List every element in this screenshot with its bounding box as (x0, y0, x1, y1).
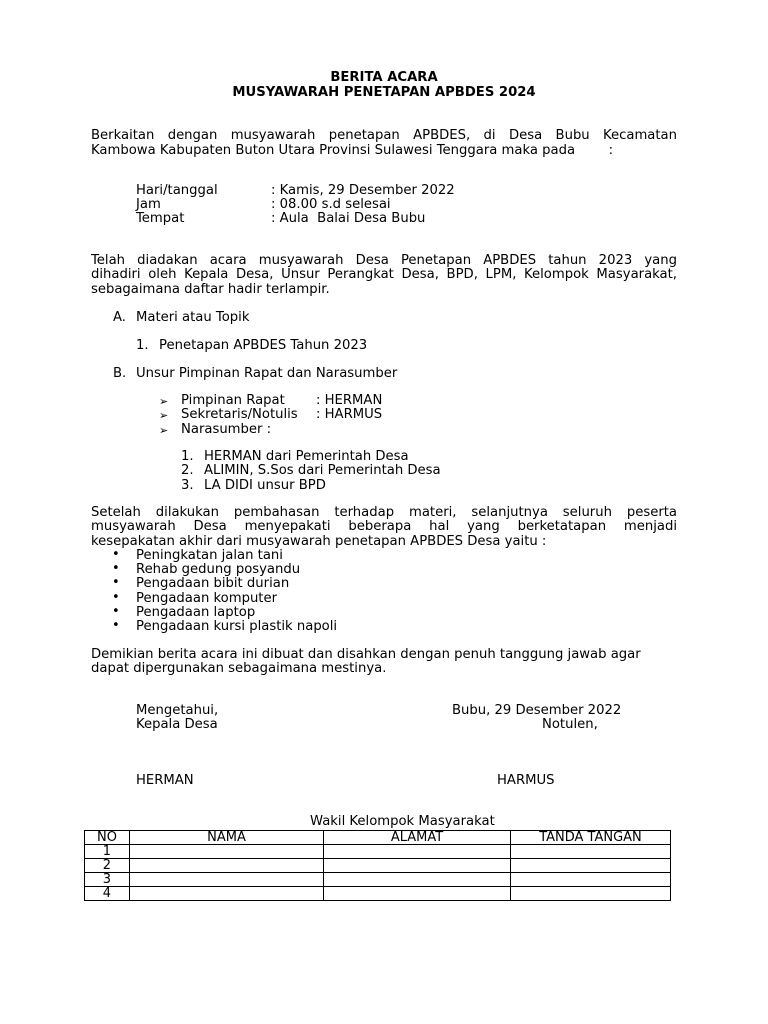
schedule-label-place: Tempat (136, 211, 185, 226)
dot-bullet-icon: • (112, 618, 120, 633)
table-cell-address (324, 873, 511, 887)
intro-line-2: Kambowa Kabupaten Buton Utara Provinsi Sulawesi Tenggara maka pada : (91, 143, 614, 158)
signature-right-role: Notulen, (542, 717, 598, 732)
table-cell-name (130, 859, 324, 873)
table-row (85, 845, 671, 859)
table-cell-no: 3 (85, 873, 130, 887)
role-label-chair: Pimpinan Rapat (181, 393, 285, 408)
section-b-marker: B. (113, 366, 127, 381)
role-value-chair: : HERMAN (316, 393, 383, 408)
section-a-title: Materi atau Topik (136, 310, 250, 325)
document-subtitle: MUSYAWARAH PENETAPAN APBDES 2024 (232, 85, 536, 100)
agreement-item: Pengadaan komputer (136, 591, 278, 606)
table-cell-address (324, 845, 511, 859)
agreement-item: Peningkatan jalan tani (136, 548, 283, 563)
section-a-item-no: 1. (136, 338, 149, 353)
dot-bullet-icon: • (112, 604, 120, 619)
signature-left-label: Mengetahui, (136, 703, 219, 718)
schedule-label-time: Jam (136, 197, 161, 212)
table-caption: Wakil Kelompok Masyarakat (310, 814, 495, 829)
table-header-address: ALAMAT (324, 831, 511, 845)
role-label-secretary: Sekretaris/Notulis (181, 407, 298, 422)
table-row (85, 873, 671, 887)
schedule-value-place: : Aula Balai Desa Bubu (271, 211, 426, 226)
closing-line-2: dapat dipergunakan sebagaimana mestinya. (91, 661, 387, 676)
table-row (85, 859, 671, 873)
speaker-no: 2. (181, 463, 194, 478)
table-cell-signature (511, 859, 671, 873)
paragraph-1-line-1: Telah diadakan acara musyawarah Desa Penetapan APBDES tahun 2023 yang (91, 253, 677, 268)
signature-place-date: Bubu, 29 Desember 2022 (452, 703, 622, 718)
paragraph-1-line-2: dihadiri oleh Kepala Desa, Unsur Perangkat Desa, BPD, LPM, Kelompok Masyarakat, (91, 267, 677, 282)
table-header-name: NAMA (130, 831, 324, 845)
table-row (85, 887, 671, 901)
agreement-item: Pengadaan kursi plastik napoli (136, 619, 338, 634)
table-cell-no: 4 (85, 887, 130, 901)
table-cell-name (130, 845, 324, 859)
dot-bullet-icon: • (112, 590, 120, 605)
speaker-item: HERMAN dari Pemerintah Desa (204, 449, 409, 464)
agreement-item: Rehab gedung posyandu (136, 562, 301, 577)
table-header-no: NO (85, 831, 130, 845)
table-cell-address (324, 859, 511, 873)
table-cell-no: 2 (85, 859, 130, 873)
agreement-item: Pengadaan laptop (136, 605, 256, 620)
table-cell-signature (511, 887, 671, 901)
attendance-table (84, 830, 671, 901)
table-cell-no: 1 (85, 845, 130, 859)
intro-line-1: Berkaitan dengan musyawarah penetapan APBDES, di Desa Bubu Kecamatan (91, 128, 677, 143)
speaker-no: 3. (181, 478, 194, 493)
table-header-signature: TANDA TANGAN (511, 831, 671, 845)
role-value-secretary: : HARMUS (316, 407, 383, 422)
speaker-item: ALIMIN, S.Sos dari Pemerintah Desa (204, 463, 441, 478)
schedule-value-date: : Kamis, 29 Desember 2022 (271, 183, 455, 198)
dot-bullet-icon: • (112, 575, 120, 590)
table-cell-name (130, 887, 324, 901)
paragraph-2-line-1: Setelah dilakukan pembahasan terhadap materi, selanjutnya seluruh peserta (91, 505, 677, 520)
table-header-row (85, 831, 671, 845)
speaker-item: LA DIDI unsur BPD (204, 478, 326, 493)
arrow-bullet-icon: ➢ (159, 409, 169, 422)
signature-left-role: Kepala Desa (136, 717, 218, 732)
speaker-no: 1. (181, 449, 194, 464)
closing-line-1: Demikian berita acara ini dibuat dan disahkan dengan penuh tanggung jawab agar (91, 647, 641, 662)
dot-bullet-icon: • (112, 561, 120, 576)
schedule-value-time: : 08.00 s.d selesai (271, 197, 391, 212)
arrow-bullet-icon: ➢ (159, 424, 169, 437)
agreement-item: Pengadaan bibit durian (136, 576, 290, 591)
signature-left-name: HERMAN (136, 773, 194, 788)
arrow-bullet-icon: ➢ (159, 395, 169, 408)
table-cell-name (130, 873, 324, 887)
document-title: BERITA ACARA (330, 70, 438, 85)
table-cell-signature (511, 845, 671, 859)
section-a-marker: A. (113, 310, 126, 325)
signature-right-name: HARMUS (497, 773, 555, 788)
paragraph-2-line-2: musyawarah Desa menyepakati beberapa hal yang berketatapan menjadi (91, 519, 677, 534)
paragraph-1-line-3: sebagaimana daftar hadir terlampir. (91, 282, 330, 297)
schedule-label-date: Hari/tanggal (136, 183, 218, 198)
section-b-title: Unsur Pimpinan Rapat dan Narasumber (136, 366, 398, 381)
paragraph-2-line-3: kesepakatan akhir dari musyawarah penetapan APBDES Desa yaitu : (91, 534, 547, 549)
dot-bullet-icon: • (112, 547, 120, 562)
section-a-item: Penetapan APBDES Tahun 2023 (159, 338, 368, 353)
table-cell-address (324, 887, 511, 901)
role-label-speakers: Narasumber : (181, 422, 272, 437)
table-cell-signature (511, 873, 671, 887)
